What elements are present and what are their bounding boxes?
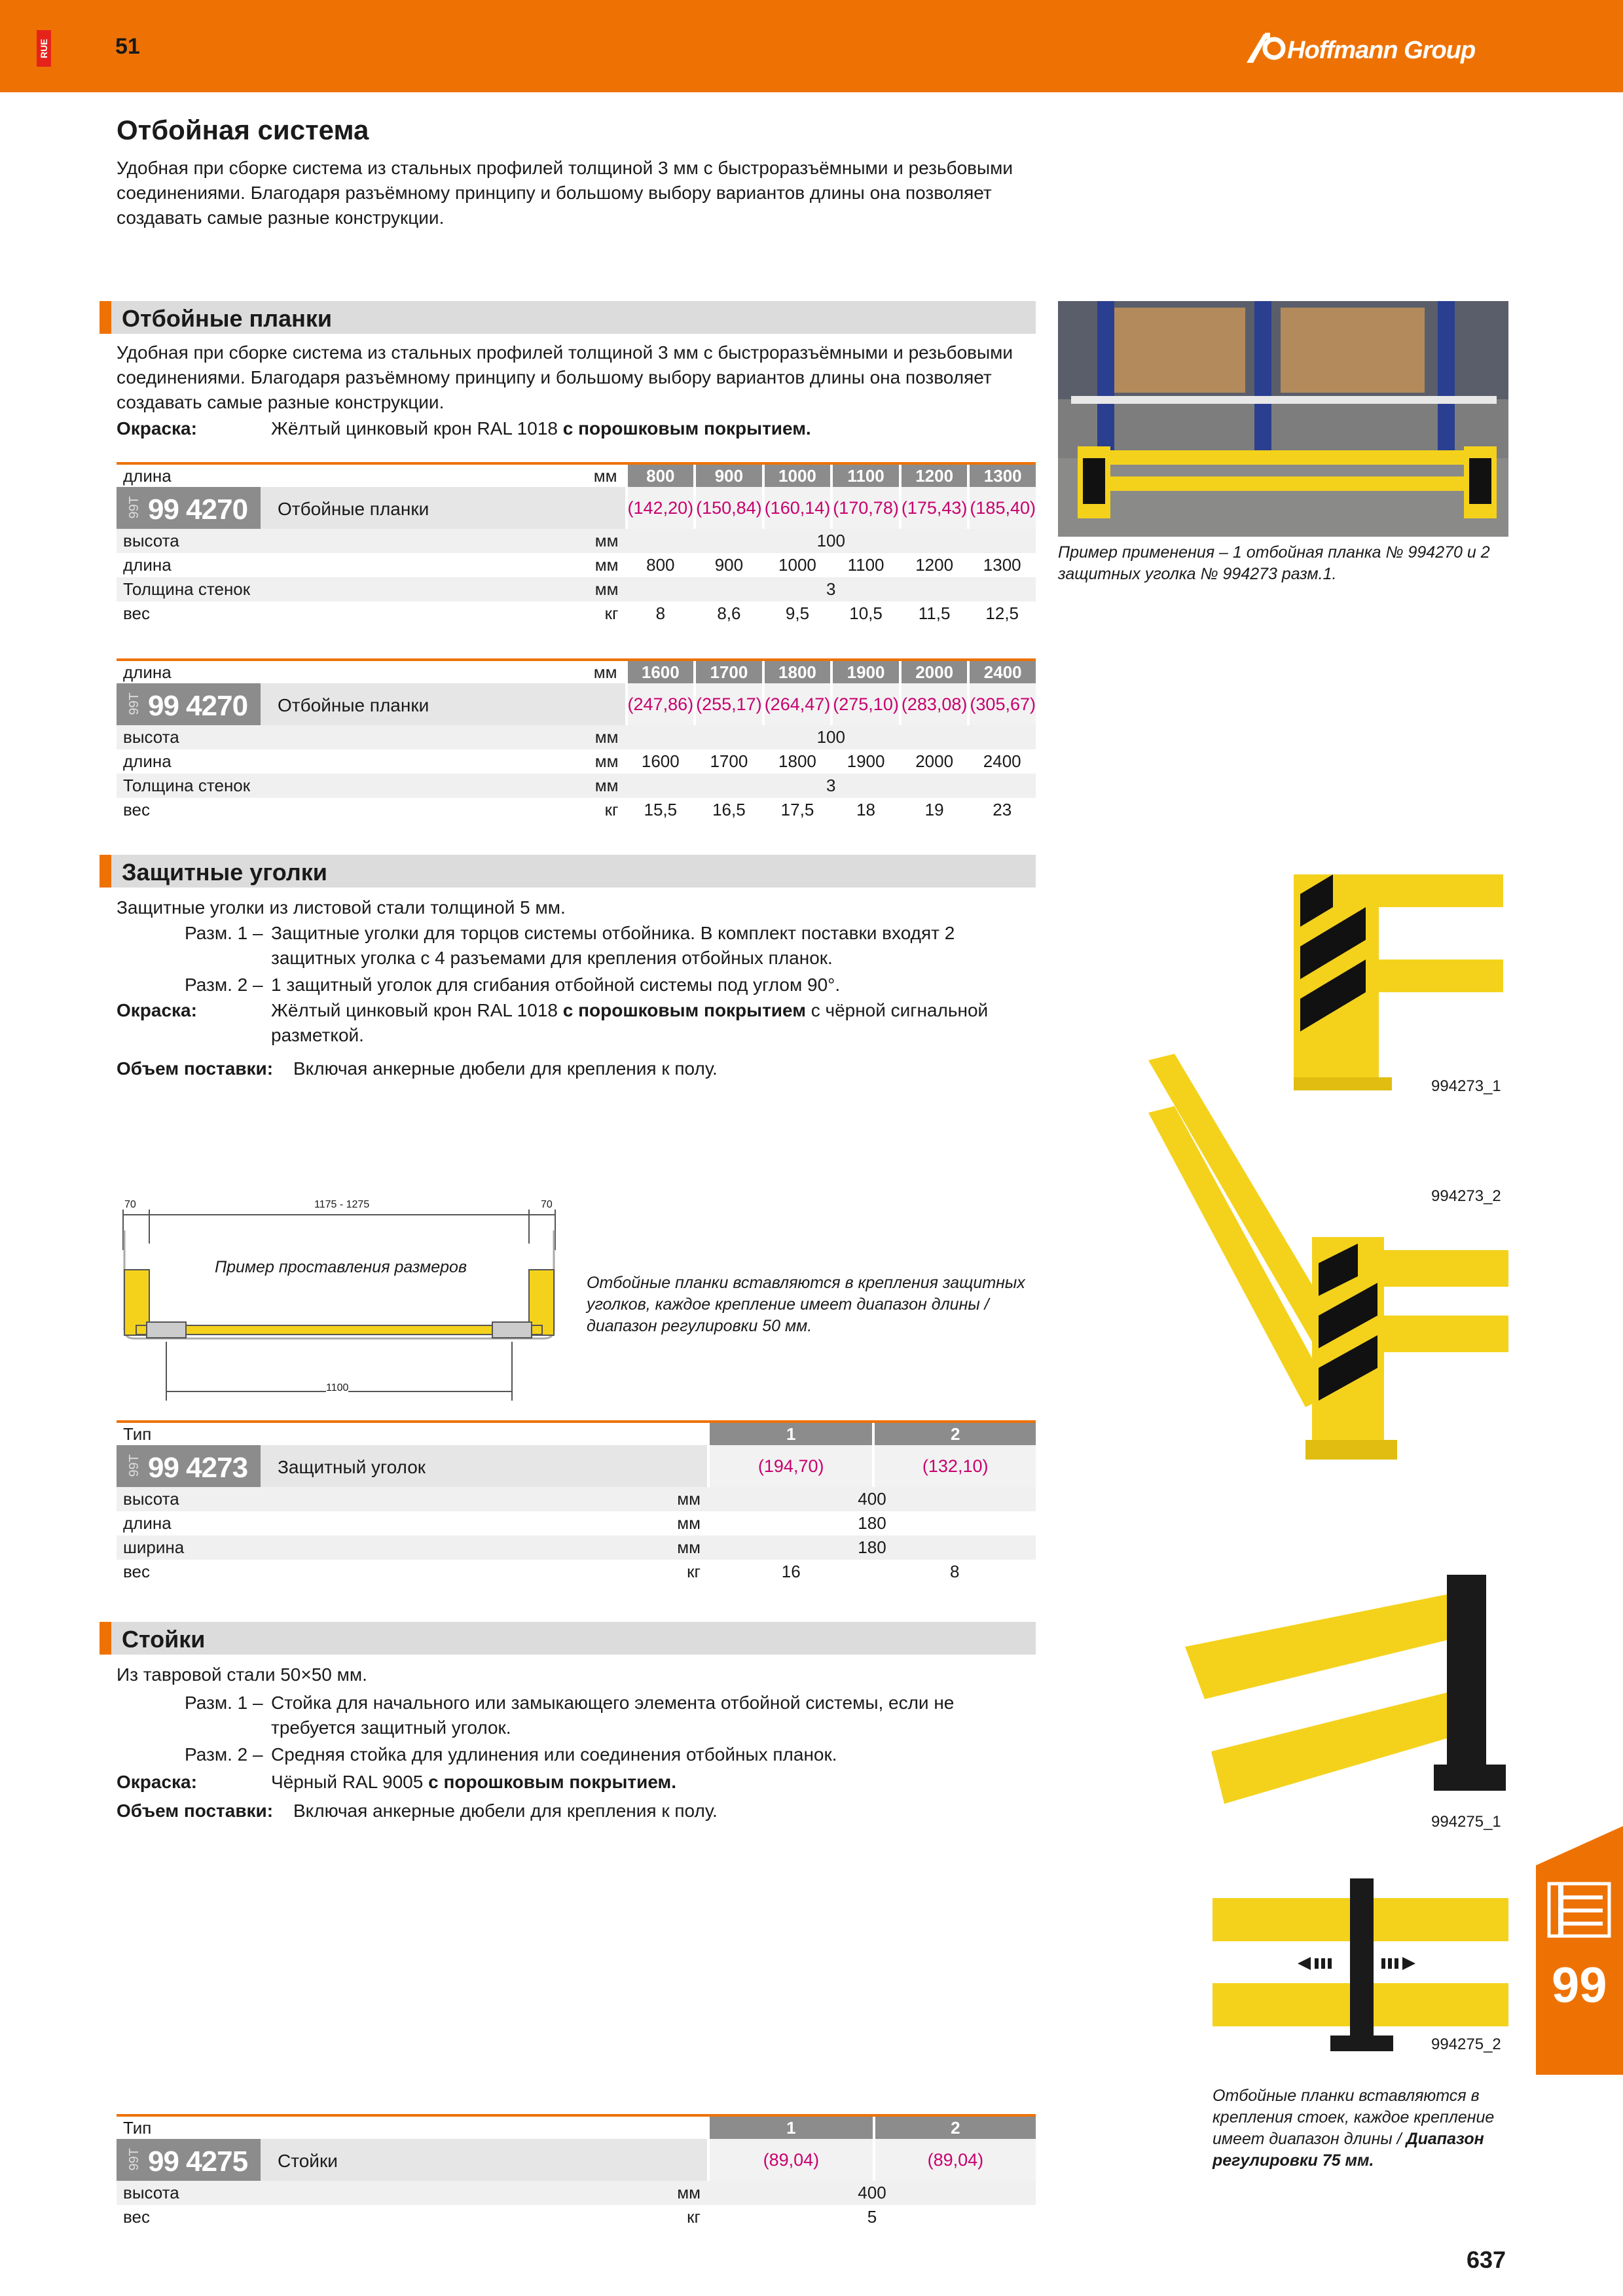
row-unit: мм [581, 1487, 708, 1511]
corners-supply [117, 1056, 1046, 1083]
row-value: 8 [949, 1562, 960, 1581]
dimension-drawing [110, 1199, 568, 1401]
row-label: длина [123, 555, 172, 575]
page-number: 637 [1467, 2246, 1506, 2273]
header-col: 2400 [968, 660, 1036, 683]
supply-value: Включая анкерные дюбели для крепления к полу. [293, 1058, 718, 1079]
intro-text: Удобная при сборке система из стальных профилей толщиной 3 мм с быстроразъёмными и резьбовыми соединениями. Благодаря разъёмному принципу и большому выбору вариантов длины она позволяет создавать самые разные конструкции. [117, 158, 1013, 228]
row-value: 400 [708, 1487, 1036, 1511]
header-col: 1300 [968, 463, 1036, 487]
table-row [117, 725, 1036, 749]
post-image-1 [1185, 1568, 1508, 1804]
drawing-label: Пример проставления размеров [215, 1258, 467, 1276]
chapter-tab[interactable] [1536, 1826, 1623, 2075]
table-row [117, 1511, 1036, 1535]
supply-key: Объем поставки: [117, 1058, 274, 1079]
price: (185,40) [968, 487, 1036, 529]
article-number: 99 4270 [148, 690, 248, 722]
size-value: Стойка для начального или замыкающего элемента отбойной системы, если не требуется защитный уголок. [271, 1693, 955, 1738]
article-number: 99 4273 [148, 1452, 248, 1484]
chapter-number: 99 [1552, 1958, 1607, 2013]
row-unit: мм [677, 1513, 701, 1533]
corners-table [117, 1420, 1036, 1584]
table-row [117, 774, 1036, 798]
planks-table-2 [117, 658, 1036, 822]
section-heading-corners [100, 855, 1036, 888]
header-col: 1 [708, 2115, 874, 2139]
row-value: 3 [627, 774, 1036, 798]
page-title: Отбойная система [117, 115, 369, 145]
brand-name: Hoffmann Group [1287, 37, 1476, 64]
row-value: 1900 [847, 751, 885, 771]
row-unit: мм [594, 555, 619, 575]
row-unit: мм [515, 577, 626, 601]
article-prefix: 99T [127, 496, 141, 519]
row-value: 12,5 [985, 603, 1019, 623]
posts-supply [117, 1799, 1046, 1825]
size-value: 1 защитный уголок для сгибания отбойной системы под углом 90°. [271, 975, 841, 995]
row-value: 900 [714, 555, 744, 575]
application-photo [1058, 301, 1508, 537]
row-label: Толщина стенок [117, 774, 515, 798]
article-cell [117, 683, 627, 725]
row-unit: кг [604, 800, 619, 819]
row-label: высота [117, 1487, 581, 1511]
row-label: высота [117, 725, 515, 749]
row-value: 1100 [847, 555, 884, 575]
table-row [117, 577, 1036, 601]
row-value: 1300 [983, 555, 1021, 575]
posts-caption [1213, 2085, 1514, 2172]
paint-value-text: Жёлтый цинковый крон RAL 1018 [271, 418, 563, 439]
price: (275,10) [831, 683, 900, 725]
size-key: Разм. 1 – [185, 923, 263, 943]
row-value: 180 [708, 1535, 1036, 1560]
table-row [117, 1487, 1036, 1511]
price: (160,14) [763, 487, 832, 529]
paint-value-bold: с порошковым покрытием [562, 1000, 806, 1020]
row-value: 1600 [641, 751, 680, 771]
header-label: длина [117, 463, 515, 487]
row-value: 19 [924, 800, 944, 819]
paint-value-text: Жёлтый цинковый крон RAL 1018 [271, 1000, 563, 1020]
header-col: 1200 [900, 463, 969, 487]
header-col: 2 [873, 1422, 1036, 1445]
table-row [117, 1535, 1036, 1560]
row-label: ширина [117, 1535, 581, 1560]
row-unit: кг [604, 603, 619, 623]
header-col: 1000 [763, 463, 832, 487]
corners-paint [117, 998, 1046, 1050]
article-row [117, 683, 1036, 725]
price: (264,47) [763, 683, 832, 725]
catalog-section-number: 51 [115, 34, 140, 59]
paint-value-bold: с порошковым покрытием. [562, 418, 811, 439]
article-name: Отбойные планки [278, 499, 429, 519]
article-prefix: 99T [127, 1454, 141, 1477]
planks-table-1 [117, 462, 1036, 626]
table-row [117, 1560, 1036, 1584]
corner-guard-image-2 [1142, 1054, 1508, 1466]
post-image-2 [1213, 1859, 1508, 2055]
article-name: Отбойные планки [278, 695, 429, 715]
article-number: 99 4270 [148, 493, 248, 526]
article-prefix: 99T [127, 2148, 141, 2171]
header-label: Тип [117, 1422, 581, 1445]
article-row [117, 487, 1036, 529]
posts-table [117, 2114, 1036, 2229]
posts-size-2 [185, 1742, 1049, 1768]
row-value: 100 [627, 725, 1036, 749]
row-label: высота [117, 529, 515, 553]
paint-value-text: Чёрный RAL 9005 [271, 1772, 429, 1792]
paint-value [271, 416, 811, 441]
section-title: Защитные уголки [122, 859, 327, 886]
price: (194,70) [708, 1445, 873, 1487]
header-col: 1900 [831, 660, 900, 683]
row-value: 15,5 [644, 800, 678, 819]
price: (89,04) [874, 2139, 1036, 2181]
size-value: Защитные уголки для торцов системы отбойника. В комплект поставки входят 2 защитных уголка с 4 разъемами для крепления отбойных планок. [271, 923, 955, 968]
supply-value: Включая анкерные дюбели для крепления к полу. [293, 1801, 718, 1821]
table-header-row [117, 2115, 1036, 2139]
section-accent [100, 855, 111, 888]
price: (150,84) [695, 487, 763, 529]
table-row [117, 553, 1036, 577]
supply-key: Объем поставки: [117, 1801, 274, 1821]
row-value: 16,5 [712, 800, 746, 819]
row-unit: мм [515, 529, 626, 553]
row-unit: мм [581, 2181, 708, 2205]
row-value: 2000 [915, 751, 954, 771]
paint-value [271, 1770, 676, 1795]
price: (89,04) [708, 2139, 874, 2181]
table-header-row [117, 1422, 1036, 1445]
dimension-bottom: 1100 [326, 1382, 349, 1393]
row-label: высота [117, 2181, 581, 2205]
posts-caption-text: Отбойные планки вставляются в крепления стоек, каждое крепление имеет диапазон длины / [1213, 2087, 1495, 2148]
posts-paint [117, 1770, 1046, 1796]
row-value: 400 [708, 2181, 1036, 2205]
row-value: 1200 [915, 555, 954, 575]
section-accent [100, 301, 111, 334]
row-value: 18 [856, 800, 876, 819]
row-value: 800 [646, 555, 675, 575]
row-value: 23 [993, 800, 1012, 819]
article-row [117, 1445, 1036, 1487]
image-id: 994275_2 [1431, 2036, 1501, 2053]
dimension-drawing-graphic [110, 1204, 568, 1401]
row-value: 8 [655, 603, 666, 623]
row-value: 1800 [778, 751, 816, 771]
row-label: Толщина стенок [117, 577, 515, 601]
header-label: длина [117, 660, 515, 683]
table-row [117, 798, 1036, 822]
size-key: Разм. 2 – [185, 975, 263, 995]
header-col: 1800 [763, 660, 832, 683]
table-header-row [117, 463, 1036, 487]
dimension-left: 70 [124, 1199, 136, 1210]
row-unit: кг [687, 1562, 701, 1581]
header-unit [581, 2115, 708, 2139]
row-value: 1000 [778, 555, 816, 575]
section-accent [100, 1622, 111, 1655]
dimension-right: 70 [541, 1199, 553, 1210]
header-col: 2000 [900, 660, 969, 683]
price: (255,17) [695, 683, 763, 725]
header-col: 2 [874, 2115, 1036, 2139]
corners-description: Защитные уголки из листовой стали толщиной 5 мм. [117, 897, 566, 918]
price: (247,86) [627, 683, 695, 725]
paint-key: Окраска: [117, 418, 197, 439]
row-unit: мм [594, 751, 619, 771]
row-value: 2400 [983, 751, 1021, 771]
row-label: вес [123, 603, 150, 623]
row-value: 17,5 [780, 800, 814, 819]
row-unit: мм [581, 1535, 708, 1560]
row-value: 11,5 [918, 603, 951, 623]
article-cell [117, 1445, 708, 1487]
image-id: 994273_2 [1431, 1187, 1501, 1205]
header-label: Тип [117, 2115, 581, 2139]
header-unit [581, 1422, 708, 1445]
row-label: вес [123, 2207, 150, 2227]
header-unit: мм [515, 463, 626, 487]
planks-description: Удобная при сборке система из стальных профилей толщиной 3 мм с быстроразъёмными и резьбовыми соединениями. Благодаря разъёмному принципу и большому выбору вариантов длины она позволяет создавать самые разные конструкции. [117, 342, 1013, 412]
price: (142,20) [627, 487, 695, 529]
price: (132,10) [873, 1445, 1036, 1487]
corners-size-1 [185, 921, 1049, 973]
row-label: длина [123, 1513, 172, 1533]
article-name: Защитный уголок [278, 1457, 426, 1477]
row-unit: кг [687, 2207, 701, 2227]
row-label: вес [123, 800, 150, 819]
table-row [117, 2181, 1036, 2205]
size-key: Разм. 2 – [185, 1744, 263, 1765]
price: (170,78) [831, 487, 900, 529]
row-value: 16 [781, 1562, 801, 1581]
row-label: вес [123, 1562, 150, 1581]
row-value: 1700 [710, 751, 748, 771]
row-unit: мм [515, 774, 626, 798]
header-col: 1600 [627, 660, 695, 683]
price: (305,67) [968, 683, 1036, 725]
table-row [117, 2205, 1036, 2229]
posts-size-1 [185, 1691, 1049, 1743]
section-title: Отбойные планки [122, 305, 333, 332]
row-value: 180 [858, 1513, 886, 1533]
posts-description: Из тавровой стали 50×50 мм. [117, 1664, 367, 1685]
language-badge: RUE [37, 30, 51, 67]
section-heading-planks [100, 301, 1036, 334]
section-title: Стойки [122, 1626, 206, 1653]
dimension-top: 1175 - 1275 [314, 1199, 370, 1210]
row-value: 9,5 [785, 603, 810, 623]
size-key: Разм. 1 – [185, 1693, 263, 1713]
header-unit: мм [515, 660, 626, 683]
paint-value-tail: с чёрной сигнальной разметкой. [271, 1000, 989, 1045]
row-value: 8,6 [717, 603, 741, 623]
article-row [117, 2139, 1036, 2181]
paint-value-bold: с порошковым покрытием. [428, 1772, 677, 1792]
article-prefix: 99T [127, 692, 141, 715]
row-value: 100 [627, 529, 1036, 553]
row-value: 10,5 [849, 603, 883, 623]
section-heading-posts [100, 1622, 1036, 1655]
application-photo-caption: Пример применения – 1 отбойная планка № 994270 и 2 защитных уголка № 994273 разм.1. [1058, 543, 1490, 583]
row-unit: мм [515, 725, 626, 749]
table-row [117, 529, 1036, 553]
drawing-caption: Отбойные планки вставляются в крепления защитных уголков, каждое крепление имеет диапазон длины / диапазон регулировки 50 мм. [587, 1274, 1025, 1335]
image-id: 994275_1 [1431, 1813, 1501, 1831]
price: (283,08) [900, 683, 969, 725]
table-row [117, 601, 1036, 626]
table-row [117, 749, 1036, 774]
article-cell [117, 487, 627, 529]
paint-key: Окраска: [117, 1000, 197, 1020]
image-id: 994273_1 [1431, 1077, 1501, 1095]
row-value: 3 [627, 577, 1036, 601]
header-col: 1700 [695, 660, 763, 683]
corners-size-2 [185, 973, 1049, 999]
header-col: 1 [708, 1422, 873, 1445]
planks-paint [117, 416, 1033, 442]
header-col: 800 [627, 463, 695, 487]
article-number: 99 4275 [148, 2145, 248, 2178]
paint-key: Окраска: [117, 1772, 197, 1792]
row-label: длина [123, 751, 172, 771]
header-col: 1100 [831, 463, 900, 487]
article-name: Стойки [278, 2151, 338, 2171]
header-col: 900 [695, 463, 763, 487]
row-value: 5 [867, 2207, 877, 2227]
article-cell [117, 2139, 708, 2181]
size-value: Средняя стойка для удлинения или соединения отбойных планок. [271, 1744, 837, 1765]
posts-caption-bold: Диапазон регулировки 75 мм. [1213, 2130, 1484, 2170]
paint-value [271, 998, 1044, 1048]
table-header-row [117, 660, 1036, 683]
price: (175,43) [900, 487, 969, 529]
